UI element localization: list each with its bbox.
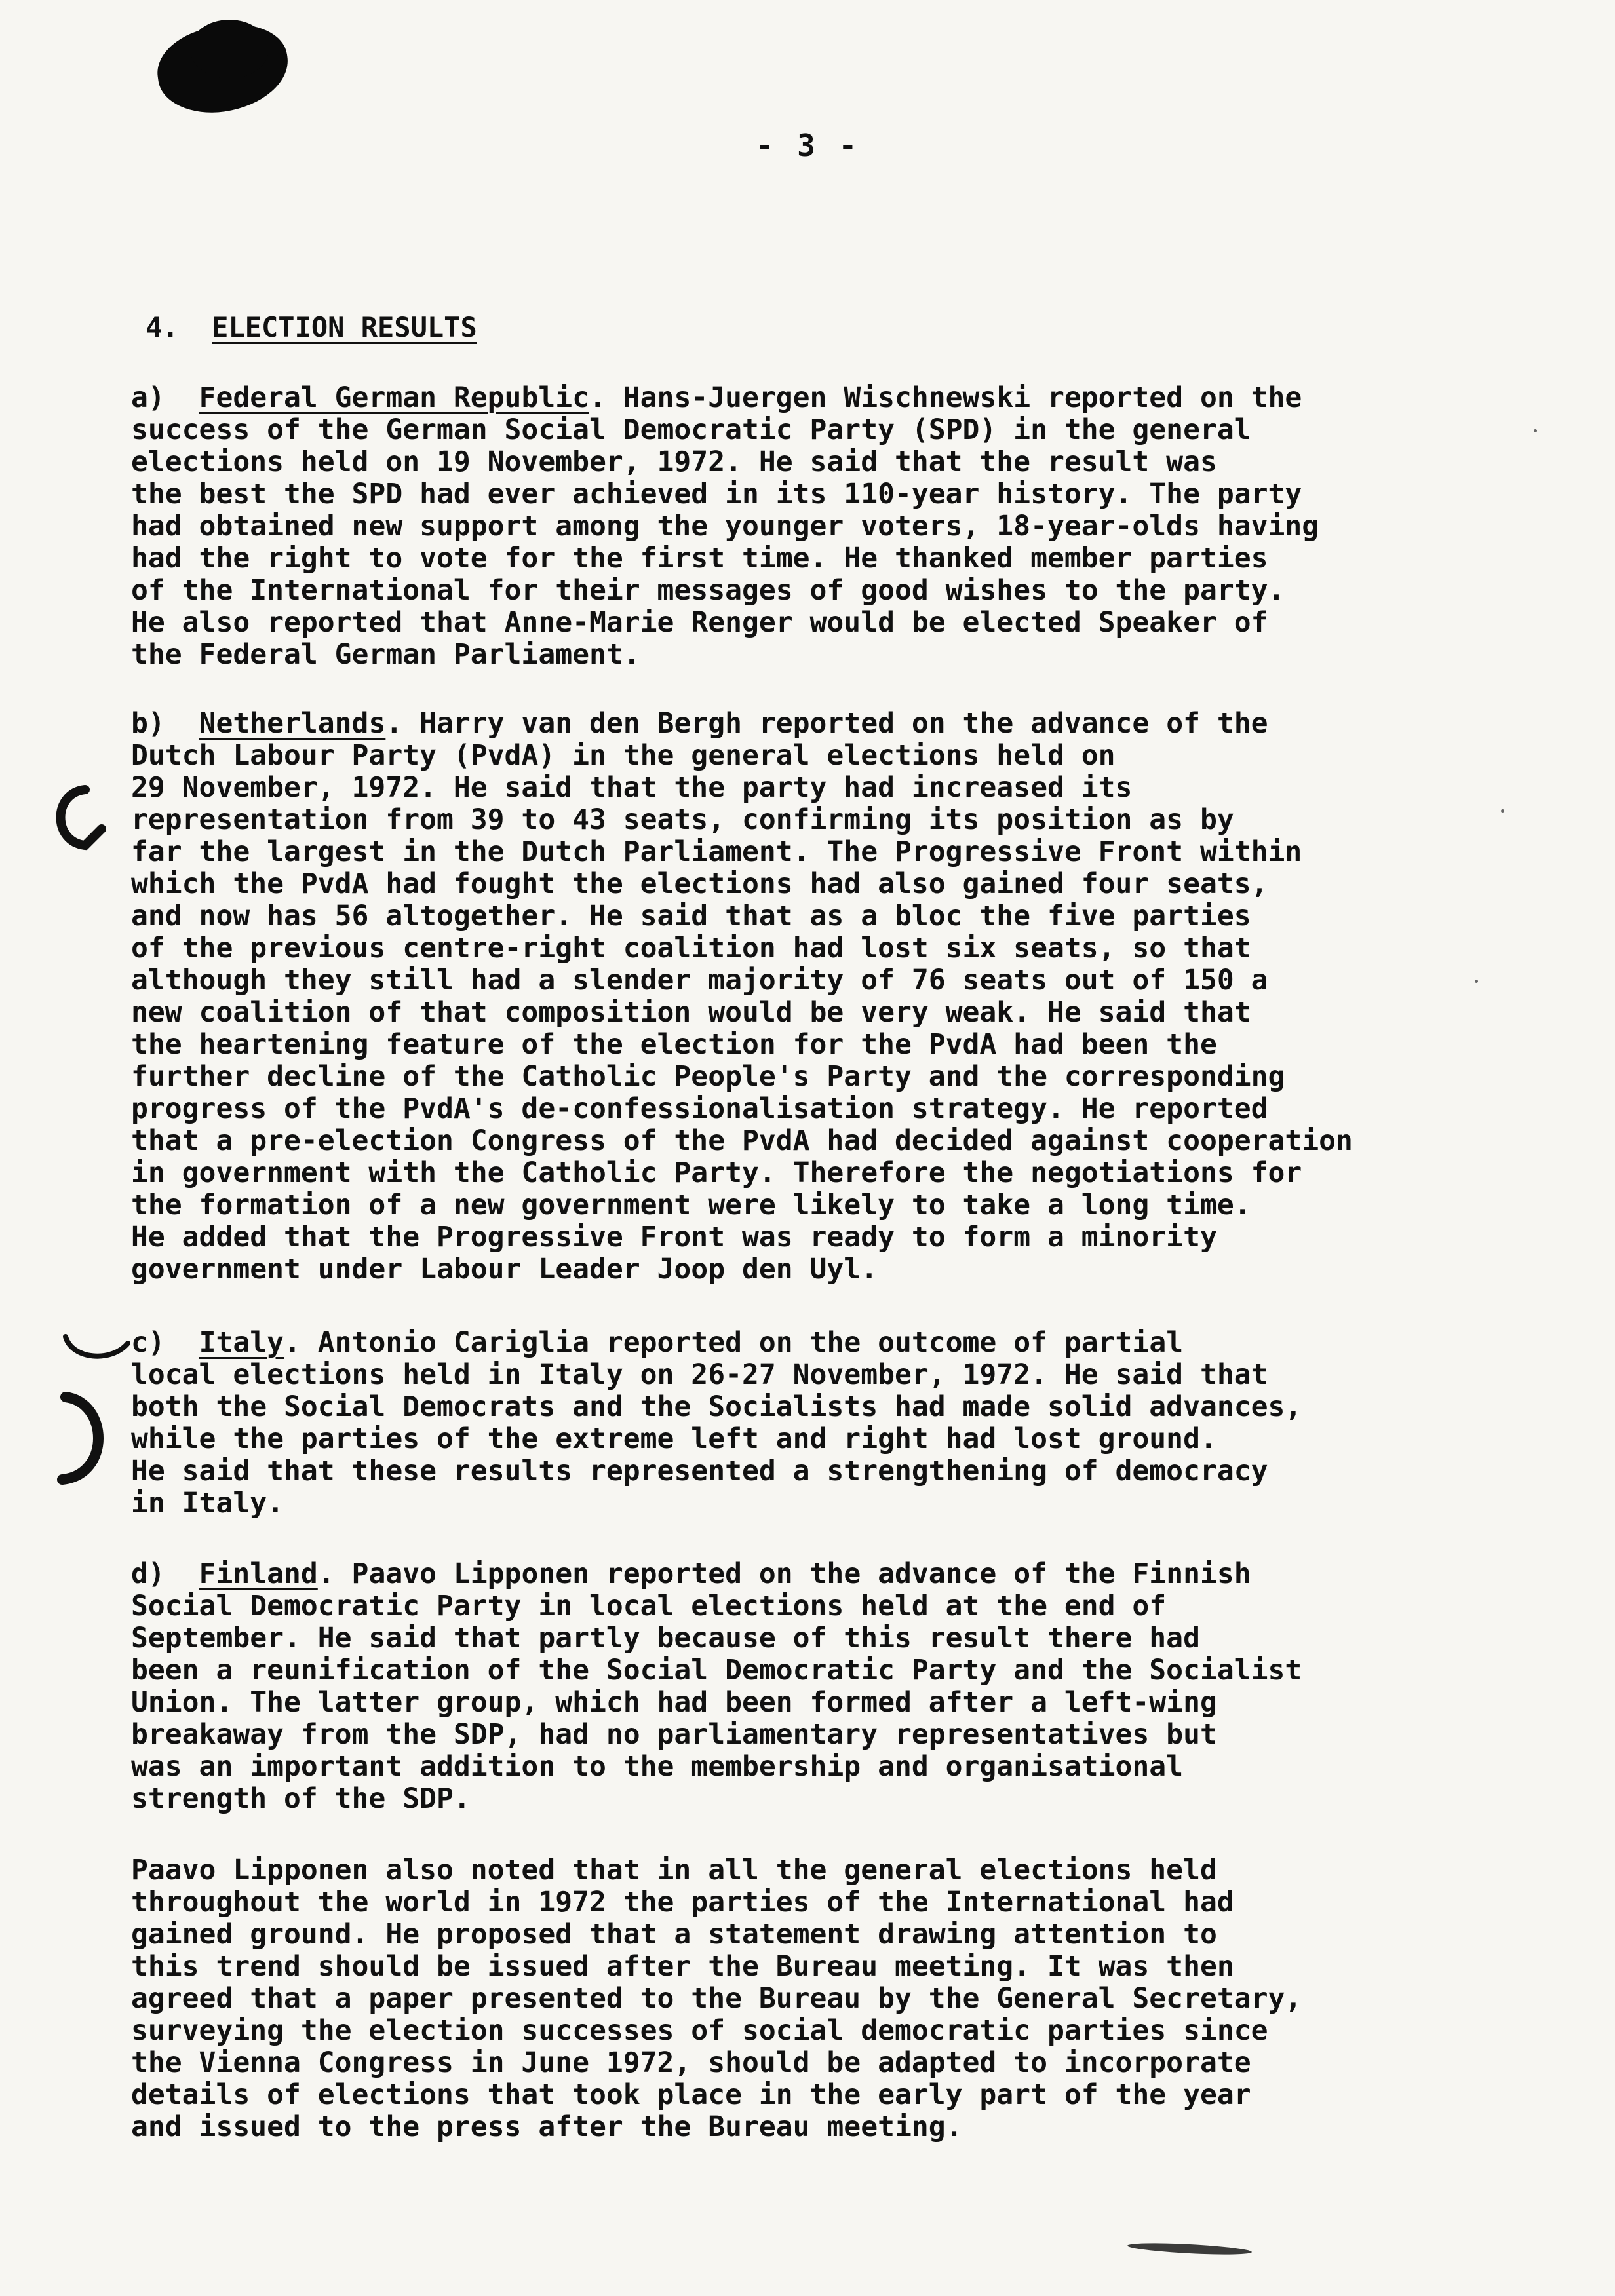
page-number: - 3 - bbox=[755, 128, 860, 163]
paragraph-title: Italy bbox=[199, 1326, 284, 1359]
paragraph-finland: d) Finland. Paavo Lipponen reported on the advance of the Finnish Social Democratic Party in local elections held at the end of September. He said that partly because of this result there had been a reunification of the Social Democratic Party and the Socialist Union. The latter group, which had been formed after a left-wing breakaway from the SDP, had no parliamentary representatives but was an important addition to the membership and organisational strength of the SDP. bbox=[131, 1558, 1302, 1815]
paragraph-label: d) bbox=[131, 1558, 165, 1590]
section-number: 4. bbox=[146, 311, 179, 343]
paragraph-italy: c) Italy. Antonio Cariglia reported on the outcome of partial local elections held in Italy on 26-27 November, 1972. He said that both the Social Democrats and the Socialists had made solid advances, while the parties of the extreme left and right had lost ground. He said that these results represented a strengthening of democracy in Italy. bbox=[131, 1326, 1302, 1520]
margin-bracket-mark bbox=[39, 783, 111, 855]
margin-check-mark bbox=[59, 1330, 138, 1369]
section-heading bbox=[146, 311, 477, 343]
paragraph-title: Netherlands bbox=[199, 707, 386, 740]
bottom-smudge bbox=[1127, 2241, 1252, 2257]
speck bbox=[1534, 429, 1537, 432]
paragraph-label: a) bbox=[131, 381, 165, 414]
paragraph-title: Finland bbox=[199, 1558, 318, 1590]
paragraph-federal-german-republic: a) Federal German Republic. Hans-Juergen Wischnewski reported on the success of the German Social Democratic Party (SPD) in the general elections held on 19 November, 1972. He said that the result was the best the SPD had ever achieved in its 110-year history. The party had obtained new support among the younger voters, 18-year-olds having had the right to vote for the first time. He thanked member parties of the International for their messages of good wishes to the party. He also reported that Anne-Marie Renger would be elected Speaker of the Federal German Parliament. bbox=[131, 381, 1319, 671]
speck bbox=[1475, 980, 1478, 983]
speck bbox=[1501, 809, 1504, 813]
paragraph-lipponen-proposal: Paavo Lipponen also noted that in all the general elections held throughout the world in 1972 the parties of the International had gained ground. He proposed that a statement drawing attention to this trend should be issued after the Bureau meeting. It was then agreed that a paper presented to the Bureau by the General Secretary, surveying the election successes of social democratic parties since the Vienna Congress in June 1972, should be adapted to incorporate details of elections that took place in the early part of the year and issued to the press after the Bureau meeting. bbox=[131, 1854, 1302, 2143]
paragraph-netherlands: b) Netherlands. Harry van den Bergh reported on the advance of the Dutch Labour Party (PvdA) in the general elections held on 29 November, 1972. He said that the party had increased its representation from 39 to 43 seats, confirming its position as by far the largest in the Dutch Parliament. The Progressive Front within which the PvdA had fought the elections had also gained four seats, and now has 56 altogether. He said that as a bloc the five parties of the previous centre-right coalition had lost six seats, so that although they still had a slender majority of 76 seats out of 150 a new coalition of that composition would be very weak. He said that the heartening feature of the election for the PvdA had been the further decline of the Catholic People's Party and the corresponding progress of the PvdA's de-confessionalisation strategy. He reported that a pre-election Congress of the PvdA had decided against cooperation in government with the Catholic Party. Therefore the negotiations for the formation of a new government were likely to take a long time. He added that the Progressive Front was ready to form a minority government under Labour Leader Joop den Uyl. bbox=[131, 707, 1353, 1286]
paragraph-title: Federal German Republic bbox=[199, 381, 589, 414]
section-title: ELECTION RESULTS bbox=[212, 311, 477, 343]
paragraph-label: c) bbox=[131, 1326, 165, 1359]
ink-blot-overlap bbox=[190, 20, 269, 79]
margin-bracket-mark bbox=[46, 1389, 118, 1487]
paragraph-label: b) bbox=[131, 707, 165, 740]
